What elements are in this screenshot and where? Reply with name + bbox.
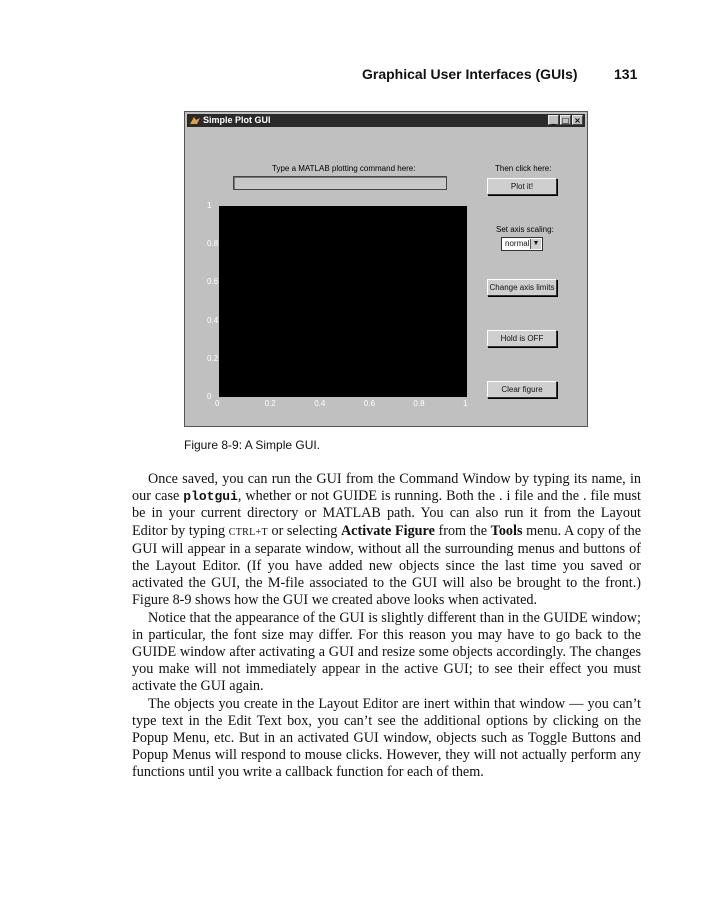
maximize-button[interactable]: □ <box>561 116 570 125</box>
command-prompt-label: Type a MATLAB plotting command here: <box>272 164 416 173</box>
x-tick-label: 0.6 <box>363 399 375 408</box>
paragraph-3: The objects you create in the Layout Editor are inert within that window — you can’t type text in the Edit Text box, you can’t see the additional options by clicking on the Popup Menu, etc. But in an activated GUI window, objects such as Toggle Buttons and Popup Menus will respond to mouse clicks. However, they will not actually perform any functions until you write a callback function for each of them. <box>132 695 641 781</box>
y-tick-label: 0.2 <box>207 353 219 363</box>
plot-axes[interactable] <box>219 206 467 397</box>
x-tick-label: 1 <box>463 399 468 408</box>
titlebar-buttons <box>548 115 583 125</box>
y-tick-label: 0.4 <box>207 315 219 325</box>
matlab-icon <box>190 116 200 125</box>
change-axis-limits-button[interactable]: Change axis limits <box>487 279 557 296</box>
minimize-button[interactable]: _ <box>548 115 559 125</box>
figure-caption: Figure 8-9: A Simple GUI. <box>184 438 321 452</box>
x-tick-label: 0.4 <box>314 399 326 408</box>
axis-scaling-label: Set axis scaling: <box>496 225 554 234</box>
body-text <box>132 471 641 782</box>
hold-toggle-button[interactable]: Hold is OFF <box>487 330 557 347</box>
x-tick-label: 0.2 <box>264 399 276 408</box>
axis-scaling-popup[interactable] <box>501 237 543 251</box>
y-tick-label: 1 <box>207 201 212 210</box>
y-tick-label: 0.6 <box>207 277 219 287</box>
x-tick-label: 0.8 <box>413 399 425 408</box>
plot-it-button[interactable]: Plot it! <box>487 178 557 195</box>
simple-plot-gui-window <box>184 111 588 427</box>
dropdown-arrow-icon[interactable]: ▼ <box>530 239 541 249</box>
y-tick-label: 0 <box>207 392 212 401</box>
paragraph-1: Once saved, you can run the GUI from the Command Window by typing its name, in our case plotgui, whether or not GUIDE is running. Both the . i file and the . file must be in your current directory or MATLAB path. You can also run it from the Layout Editor by typing CTRL+T or selecting Activate Figure from the Tools menu. A copy of the GUI will appear in a separate window, without all the surrounding menus and buttons of the Layout Editor. (If you have added new objects since the last time you saved or activated the GUI, the M-file associated to the GUI will also be brought to the front.) Figure 8-9 shows how the GUI we created above looks when activated. <box>132 471 641 609</box>
close-button[interactable]: × <box>572 115 583 125</box>
window-titlebar <box>187 114 585 127</box>
then-click-label: Then click here: <box>495 164 552 173</box>
window-title: Simple Plot GUI <box>203 115 271 125</box>
clear-figure-button[interactable]: Clear figure <box>487 381 557 398</box>
command-input[interactable] <box>233 176 447 190</box>
y-tick-label: 0.8 <box>207 239 219 249</box>
axis-scaling-value: normal <box>505 239 530 248</box>
page-number: 131 <box>614 66 638 82</box>
paragraph-2: Notice that the appearance of the GUI is slightly different than in the GUIDE window; in particular, the font size may differ. For this reason you may have to go back to the GUIDE window after activating a GUI and resize some objects accordingly. The changes you make will not immediately appear in the active GUI; to see their effect you must activate the GUI again. <box>132 609 641 695</box>
x-tick-label: 0 <box>215 399 220 408</box>
running-head-title: Graphical User Interfaces (GUIs) <box>362 66 578 82</box>
